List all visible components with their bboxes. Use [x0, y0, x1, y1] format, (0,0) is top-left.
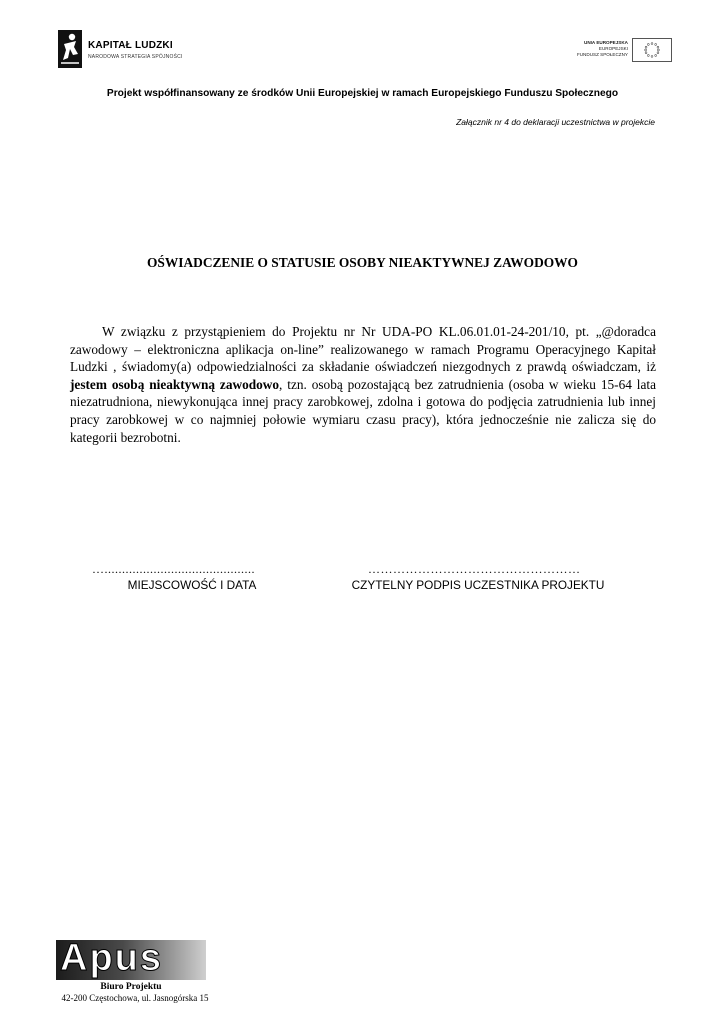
- kapital-ludzki-title: KAPITAŁ LUDZKI: [88, 40, 173, 51]
- eu-logo-text: [577, 40, 628, 58]
- project-office-address: 42-200 Częstochowa, ul. Jasnogórska 15: [61, 993, 209, 1003]
- declaration-paragraph: [70, 323, 656, 446]
- signature-label: CZYTELNY PODPIS UCZESTNIKA PROJEKTU: [351, 578, 605, 592]
- eu-flag-icon: [632, 38, 672, 62]
- apus-logo: [56, 937, 206, 980]
- body-text-before: W związku z przystąpieniem do Projektu nr Nr UDA-PO KL.06.01.01-24-201/10, pt. „@doradca zawodowy – elektroniczna aplikacja on-line” realizowanego w ramach Programu Operacyjnego Kapitał Ludzki , świadomy(a) odpowiedzialności za składanie oświadczeń niezgodnych z prawdą oświadczam, iż: [70, 324, 656, 375]
- eu-line-1: UNIA EUROPEJSKA: [584, 40, 628, 45]
- apus-logo-text: Apus: [60, 937, 163, 979]
- eu-line-2: EUROPEJSKI: [598, 46, 628, 51]
- declaration-body: [70, 323, 656, 446]
- funding-statement: Projekt współfinansowany ze środków Unii Europejskiej w ramach Europejskiego Funduszu Społecznego: [106, 88, 619, 99]
- project-office-name: Biuro Projektu: [100, 982, 162, 992]
- place-date-label: MIEJSCOWOŚĆ I DATA: [127, 578, 257, 592]
- kapital-ludzki-subtitle: NARODOWA STRATEGIA SPÓJNOŚCI: [88, 54, 183, 60]
- eu-line-3: FUNDUSZ SPOŁECZNY: [576, 52, 628, 57]
- eu-logo: [570, 38, 672, 62]
- body-text-bold: jestem osobą nieaktywną zawodowo: [70, 376, 280, 392]
- document-title: OŚWIADCZENIE O STATUSIE OSOBY NIEAKTYWNEJ ZAWODOWO: [147, 255, 578, 270]
- kapital-ludzki-mark-icon: [58, 30, 82, 68]
- place-date-line: …...........................................: [92, 562, 255, 576]
- annex-note: Załącznik nr 4 do deklaracji uczestnictwa w projekcie: [456, 117, 655, 127]
- kapital-ludzki-logo: [58, 30, 188, 70]
- signature-line: ……………………………………………: [368, 562, 581, 576]
- body-text-after: , tzn. osobą pozostającą bez zatrudnienia (osoba w wieku 15-64 lata niezatrudniona, niewykonująca innej pracy zarobkowej, zdolna i gotowa do podjęcia zatrudnienia lub innej pracy zarobkowej w co najmniej połowie wymiaru czasu pracy), która jednocześnie nie zalicza się do kategorii bezrobotni.: [70, 376, 656, 445]
